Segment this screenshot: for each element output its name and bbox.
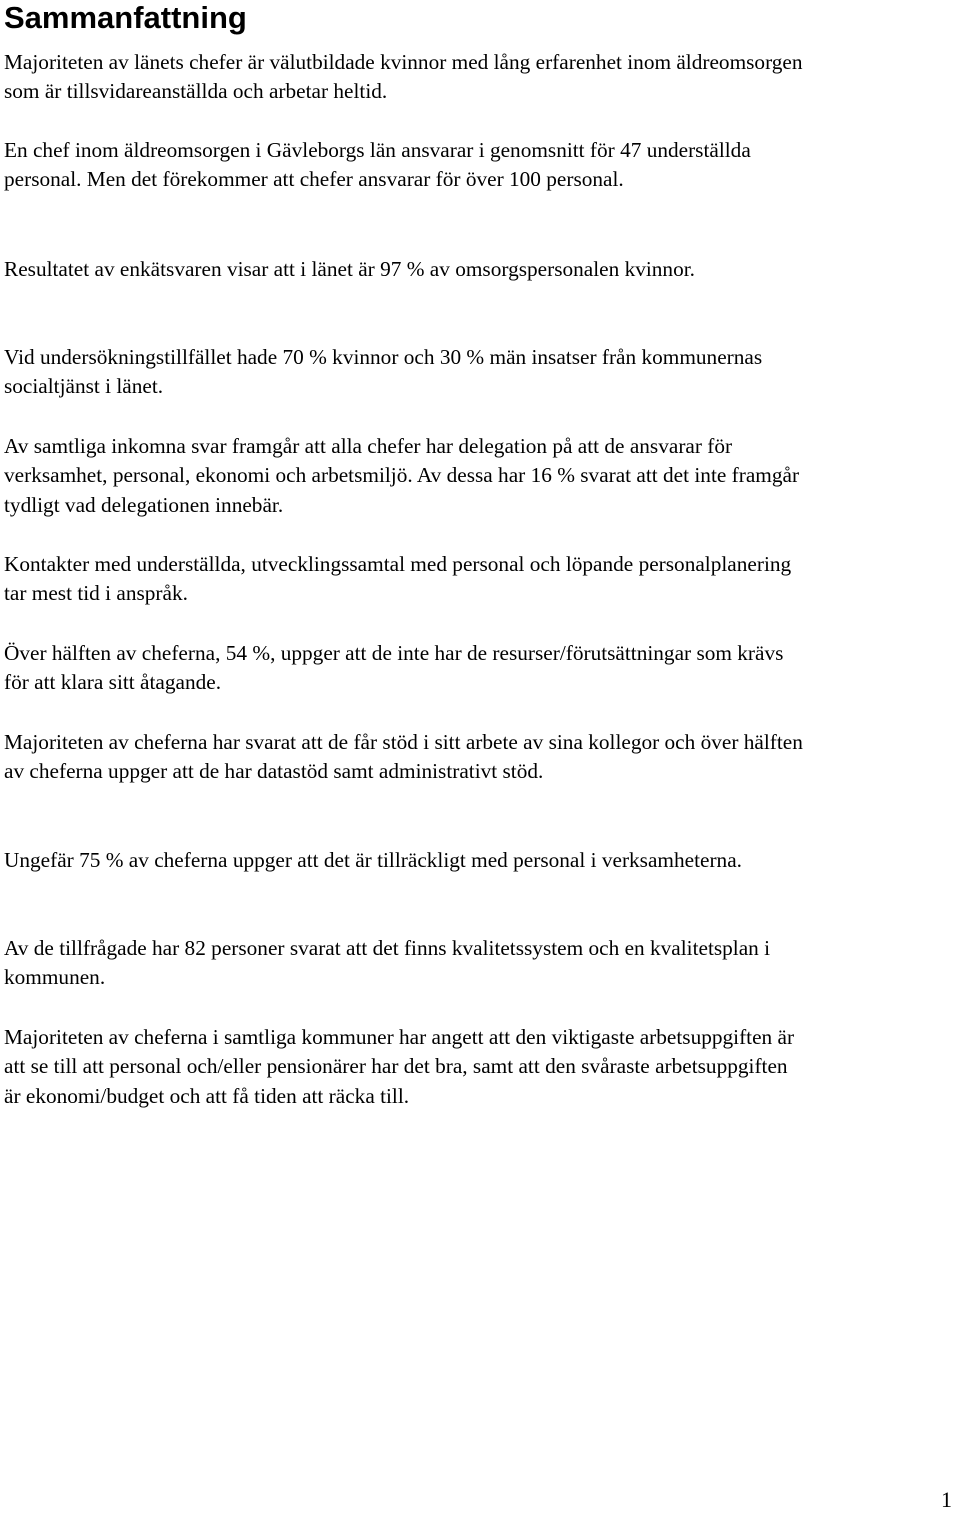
paragraph-resources: Över hälften av cheferna, 54 %, uppger att de inte har de resurser/förutsättningar som krävs för att klara sitt åtagande. xyxy=(4,641,784,695)
paragraph-staff-per-manager: En chef inom äldreomsorgen i Gävleborgs län ansvarar i genomsnitt för 47 underställda personal. Men det förekommer att chefer ansvarar för över 100 personal. xyxy=(4,138,751,192)
paragraph-support: Majoriteten av cheferna har svarat att de får stöd i sitt arbete av sina kollegor och över hälften av cheferna uppger att de har datastöd samt administrativt stöd. xyxy=(4,730,803,784)
paragraph-staffing: Ungefär 75 % av cheferna uppger att det är tillräckligt med personal i verksamheterna. xyxy=(4,848,742,872)
paragraph-time-spent: Kontakter med underställda, utvecklingssamtal med personal och löpande personalplanering tar mest tid i anspråk. xyxy=(4,552,792,606)
page-number: 1 xyxy=(941,1487,952,1512)
paragraph-majority-profile: Majoriteten av länets chefer är välutbildade kvinnor med lång erfarenhet inom äldreomsorgen som är tillsvidareanställda och arbetar heltid. xyxy=(4,50,803,104)
paragraph-quality-system: Av de tillfrågade har 82 personer svarat att det finns kvalitetssystem och en kvalitetsplan i kommunen. xyxy=(4,936,771,990)
paragraph-service-recipients: Vid undersökningstillfället hade 70 % kvinnor och 30 % män insatser från kommunernas socialtjänst i länet. xyxy=(4,345,763,399)
section-heading: Sammanfattning xyxy=(4,0,247,35)
paragraph-delegation: Av samtliga inkomna svar framgår att alla chefer har delegation på att de ansvarar för verksamhet, personal, ekonomi och arbetsmiljö. Av dessa har 16 % svarat att det inte framgår tydligt vad delegationen innebär. xyxy=(4,434,800,517)
paragraph-women-share: Resultatet av enkätsvaren visar att i länet är 97 % av omsorgspersonalen kvinnor. xyxy=(4,257,695,281)
paragraph-tasks: Majoriteten av cheferna i samtliga kommuner har angett att den viktigaste arbetsuppgiften är att se till att personal och/eller pensionärer har det bra, samt att den svåraste arbetsuppgiften är ekonomi/budget och att få tiden att räcka till. xyxy=(4,1025,795,1108)
